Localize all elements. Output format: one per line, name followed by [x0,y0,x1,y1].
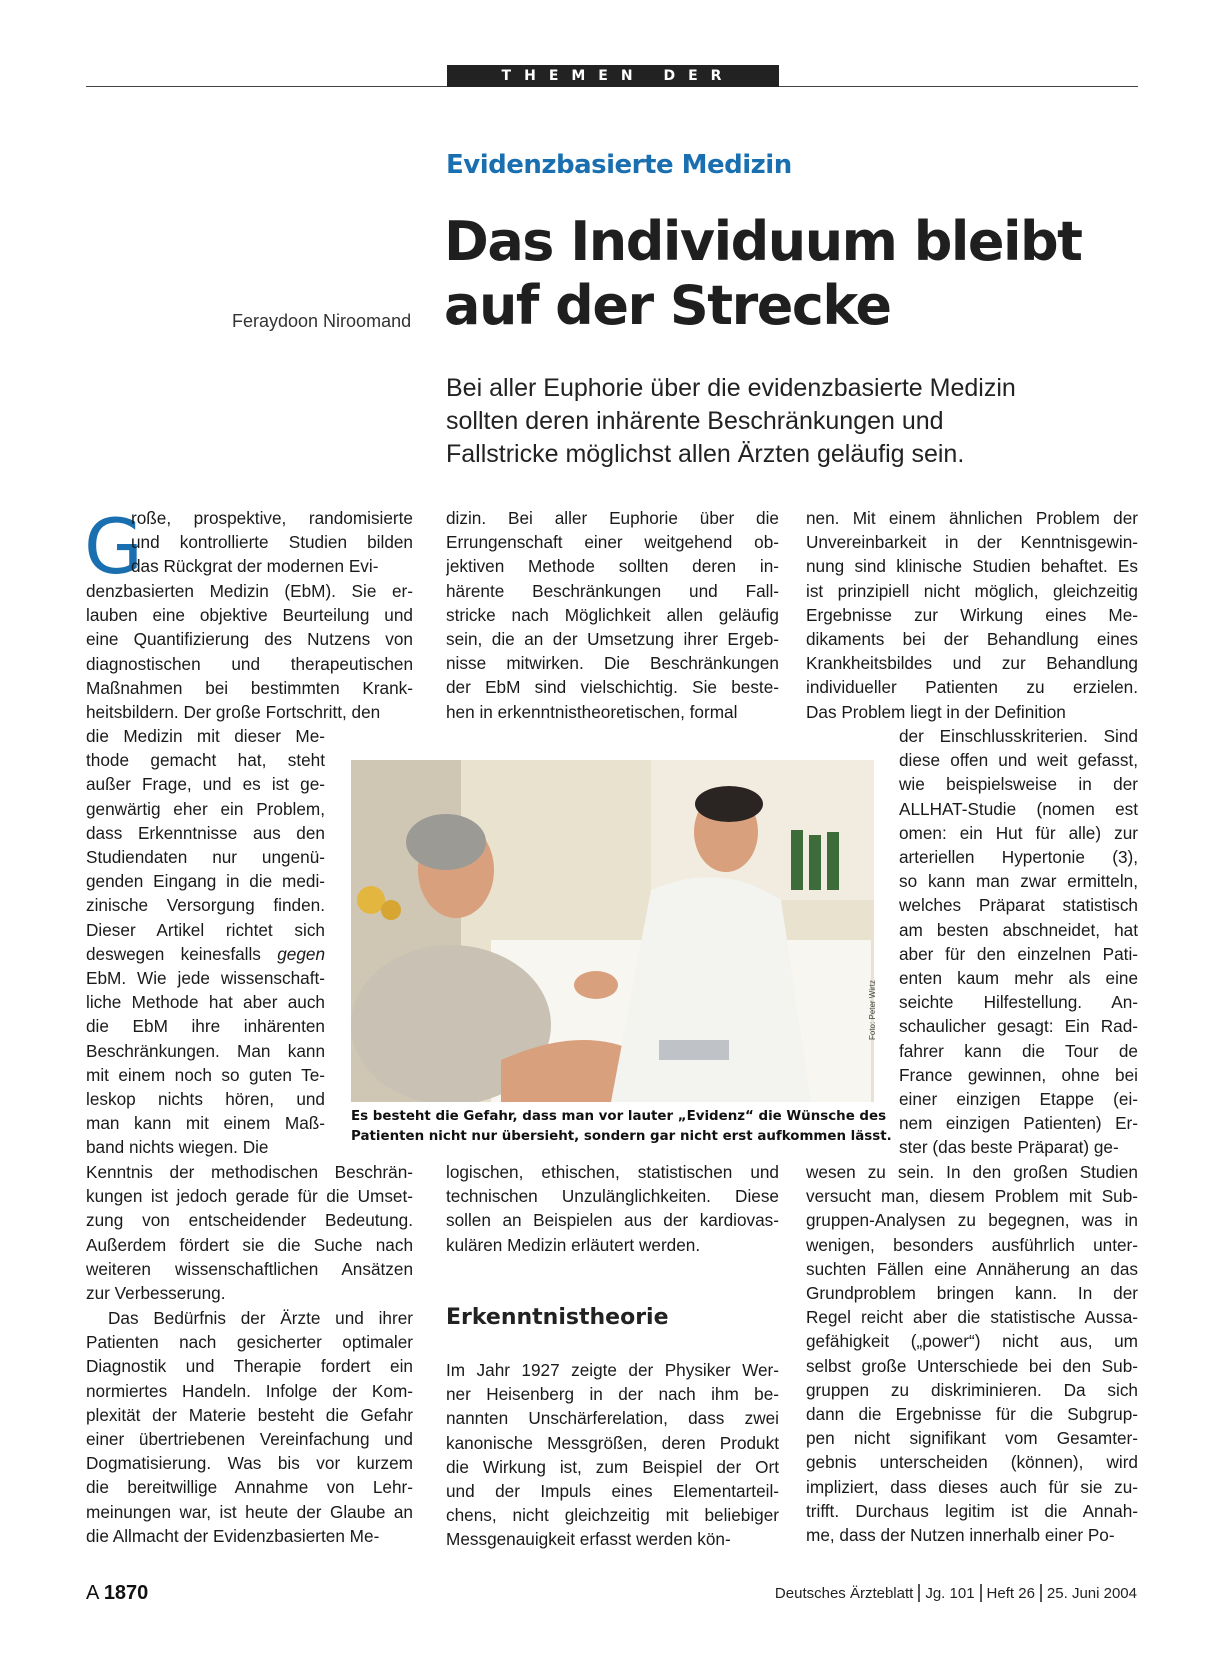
text-line: die Medizin mit dieser Me- [86,726,325,746]
text-line: Im Jahr 1927 zeigte der Physiker Wer- [446,1360,779,1380]
text-line: Beschränkungen. Man kann [86,1040,325,1061]
text-line: wie beispielsweise in der [899,774,1138,795]
text-line: Außerdem fördert sie die Suche nach [86,1234,413,1255]
text-line: am besten abschneidet, hat [899,919,1138,940]
text-line: zung von entscheidender Bedeutung. [86,1210,413,1231]
text-line: Diagnostik und Therapie fordert ein [86,1356,413,1377]
photo-doctor-hair [695,786,763,822]
text-line: nannten Unschärferelation, dass zwei [446,1408,779,1429]
text-line: sein, die an der Umsetzung ihrer Ergeb- [446,629,779,650]
caption-line: Patienten nicht nur übersieht, sondern gar nicht erst aufkommen lässt. [351,1129,892,1144]
photo-caption [351,1107,892,1147]
article-author: Feraydoon Niroomand [232,311,412,331]
col3-a [806,506,1138,724]
text-line: einer übertriebenen Vereinfachung und [86,1429,413,1450]
separator [1040,1584,1042,1602]
text-line: gefähigkeit („power“) nicht aus, um [806,1331,1138,1352]
photo-doctor-hand [574,971,618,999]
separator [980,1584,982,1602]
lead-line: Bei aller Euphorie über die evidenzbasierte Medizin [446,374,1016,402]
photo-patient-hair [406,814,486,870]
text-line: nem einzigen Patienten) Er- [899,1113,1138,1134]
text-line: so kann man zwar ermitteln, [899,871,1138,892]
text-line: genden Eingang in die medi- [86,871,325,892]
lead-line: Fallstricke möglichst allen Ärzten geläufig sein. [446,440,965,468]
text-line: dikaments bei der Behandlung eines [806,629,1138,650]
article-title-line: Das Individuum bleibt [444,210,1082,273]
section-label: THEMEN DER ZEIT [447,65,779,87]
text-line: gebnis unterscheiden (können), wird [806,1452,1138,1473]
text-line: deswegen keinesfalls gegen [86,943,325,964]
col1-e [86,1306,413,1548]
text-line: stricke nach Möglichkeit allen geläufig [446,604,779,625]
text-line: Unvereinbarkeit in der Kenntnisgewin- [806,532,1138,553]
journal-date: 25. Juni 2004 [1046,1585,1137,1602]
text-line: dizin. Bei aller Euphorie über die [446,508,779,528]
text-line: impliziert, dass dieses auch für sie zu- [806,1476,1138,1497]
text-line: Regel reicht aber die statistische Aussa- [806,1307,1138,1328]
col2-a [446,506,779,724]
page-number [86,1582,148,1605]
text-line: logischen, ethischen, statistischen und [446,1162,779,1182]
text-line: welches Präparat statistisch [899,895,1138,916]
text-line: roße, prospektive, randomisierte [131,508,413,528]
journal-issue: Heft 26 [986,1585,1035,1602]
text-line: gruppen-Analysen zu begegnen, was in [806,1210,1138,1231]
text-line: Messgenauigkeit erfasst werden kön- [446,1529,731,1550]
text-line: Kenntnis der methodischen Beschrän- [86,1162,413,1182]
text-line: dann die Ergebnisse für die Subgrup- [806,1404,1138,1425]
text-line: Krankheitsbildes und zur Behandlung [806,653,1138,674]
text-line: wenigen, besonders ausführlich unter- [806,1234,1138,1255]
col1-b [86,579,413,724]
text-line: individueller Patienten zu erzielen. [806,677,1138,698]
text-line: die Wirkung ist, zum Beispiel der Ort [446,1456,779,1477]
text-line: kanonische Messgrößen, deren Produkt [446,1432,779,1453]
text-line: und kontrollierte Studien bilden [131,532,413,553]
photo-bottle [809,835,821,890]
text-line: lauben eine objektive Beurteilung und [86,605,413,626]
caption-line: Es besteht die Gefahr, dass man vor lauter „Evidenz“ die Wünsche des [351,1109,887,1124]
text-line: nung sind klinische Studien behaftet. Es [806,556,1138,577]
text-line: Das Bedürfnis der Ärzte und ihrer [108,1308,413,1328]
col2-c [446,1358,779,1552]
text-line: härente Beschränkungen und Fall- [446,580,779,601]
journal-volume: Jg. 101 [925,1585,975,1602]
text-line: thode gemacht hat, steht [86,750,325,771]
text-line: normiertes Handeln. Infolge der Kom- [86,1380,413,1401]
text-line: einer einzigen Etappe (ei- [899,1089,1138,1110]
text-line: me, dass der Nutzen innerhalb einer Po- [806,1525,1115,1546]
text-line: genwärtig eher ein Problem, [86,798,325,819]
text-line: Studiendaten nur ungenü- [86,847,325,868]
text-line: der Einschlusskriterien. Sind [899,726,1138,746]
col1-c [86,724,325,1160]
photo-bottle [791,830,803,890]
text-line: Das Problem liegt in der Definition [806,701,1066,722]
col3-b [899,724,1138,1160]
text-line: Patienten nach gesicherter optimaler [86,1332,413,1353]
text-line: gruppen zu diskriminieren. Da sich [806,1379,1138,1400]
separator [918,1584,920,1602]
article-title [444,210,1084,338]
text-line: zinische Versorgung finden. [86,895,325,916]
text-line: ster (das beste Präparat) ge- [899,1137,1119,1158]
text-line: ist prinzipiell nicht möglich, gleichzeitig [806,580,1138,601]
text-line: sollen an Beispielen aus der kardiovas- [446,1210,779,1231]
text-line: meinungen war, ist heute der Glaube an [86,1501,413,1522]
text-line: kungen ist jedoch gerade für die Umset- [86,1186,413,1207]
text-line: selbst große Unterschiede bei den Sub- [806,1355,1138,1376]
drop-cap: G [84,502,143,591]
text-line: man kann mit einem Maß- [86,1113,325,1134]
text-line: dass Erkenntnisse aus den [86,822,325,843]
col1-d [86,1160,413,1305]
text-line: chens, nicht gleichzeitig mit beliebiger [446,1505,779,1526]
text-line: suchten Fällen eine Annäherung an das [806,1258,1138,1279]
text-line: nisse mitwirken. Die Beschränkungen [446,653,779,674]
text-line: omen: ein Hut für alle) zur [899,822,1138,843]
text-line: eine Quantifizierung des Nutzens von [86,629,413,650]
text-line: nen. Mit einem ähnlichen Problem der [806,508,1138,528]
text-line: leskop nichts hören, und [86,1089,325,1110]
text-line: die EbM ihre inhärenten [86,1016,325,1037]
text-line: ner Heisenberg in der nach ihm be- [446,1384,779,1405]
photo-credit: Foto: Peter Wirtz [868,979,877,1040]
text-line: diagnostischen und therapeutischen [86,653,413,674]
text-line: band nichts wiegen. Die [86,1137,269,1158]
text-line: trifft. Durchaus legitim ist die Annah- [806,1500,1138,1521]
photo-window [651,760,874,900]
text-line: und der Impuls eines Elementarteil- [446,1481,779,1502]
text-line: kulären Medizin erläutert werden. [446,1234,701,1255]
article-kicker: Evidenzbasierte Medizin [446,150,792,180]
text-line: denzbasierten Medizin (EbM). Sie er- [86,581,413,601]
text-line: Grundproblem bringen kann. In der [806,1283,1138,1304]
article-title-line: auf der Strecke [444,274,891,337]
text-line: Dogmatisierung. Was bis vor kurzem [86,1453,413,1474]
text-line: Maßnahmen bei bestimmten Krank- [86,677,413,698]
text-line: liche Methode hat aber auch [86,992,325,1013]
text-line: außer Frage, und es ist ge- [86,774,325,795]
text-line: die bereitwillige Annahme von Lehr- [86,1477,413,1498]
text-line: arteriellen Hypertonie (3), [899,847,1138,868]
text-line: der EbM sind vielschichtig. Sie beste- [446,677,779,698]
text-line: Errungenschaft einer weitgehend ob- [446,532,779,553]
photo-bottle [827,832,839,890]
text-line: versucht man, diesem Problem mit Sub- [806,1186,1138,1207]
text-line: seichte Hilfestellung. An- [899,992,1138,1013]
text-line: EbM. Wie jede wissenschaft- [86,968,325,989]
text-line: hen in erkenntnistheoretischen, formal [446,701,738,722]
text-line: das Rückgrat der modernen Evi- [131,556,379,577]
text-line: Ergebnisse zur Wirkung eines Me- [806,604,1138,625]
article-photo [351,760,874,1102]
lead-line: sollten deren inhärente Beschränkungen und [446,407,944,435]
section-heading: Erkenntnistheorie [446,1305,669,1330]
text-line: heitsbildern. Der große Fortschritt, den [86,702,381,723]
text-line: mit einem noch so guten Te- [86,1064,325,1085]
text-line: enten kaum mehr als eine [899,968,1138,989]
text-line: fahrer kann die Tour de [899,1040,1138,1061]
text-line: pen nicht signifikant vom Gesamter- [806,1428,1138,1449]
text-line: Dieser Artikel richtet sich [86,919,325,940]
photo-flower [381,900,401,920]
text-line: wesen zu sein. In den großen Studien [806,1162,1138,1182]
col3-c [806,1160,1138,1547]
article-lead [446,372,1086,471]
text-line: schaulicher gesagt: Ein Rad- [899,1016,1138,1037]
photo-chart-clipboard [659,1040,729,1060]
text-line: diese offen und weit gefasst, [899,750,1138,771]
page-prefix: A [86,1582,99,1604]
text-line: aber für den einzelnen Pati- [899,943,1138,964]
text-line: jektiven Methode sollten deren in- [446,556,779,577]
page-number-value: 1870 [103,1582,149,1604]
text-line: plexität der Materie besteht die Gefahr [86,1404,413,1425]
journal-name: Deutsches Ärzteblatt [774,1585,914,1602]
col2-b [446,1160,779,1257]
text-line: weiteren wissenschaftlichen Ansätzen [86,1258,413,1279]
photo-flower [357,886,385,914]
text-line: technischen Unzulänglichkeiten. Diese [446,1186,779,1207]
text-line: France gewinnen, ohne bei [899,1064,1138,1085]
text-line: ALLHAT-Studie (nomen est [899,798,1138,819]
text-line: zur Verbesserung. [86,1283,226,1304]
text-line: die Allmacht der Evidenzbasierten Me- [86,1525,380,1546]
journal-info [775,1584,1137,1602]
col1-a [131,506,413,579]
